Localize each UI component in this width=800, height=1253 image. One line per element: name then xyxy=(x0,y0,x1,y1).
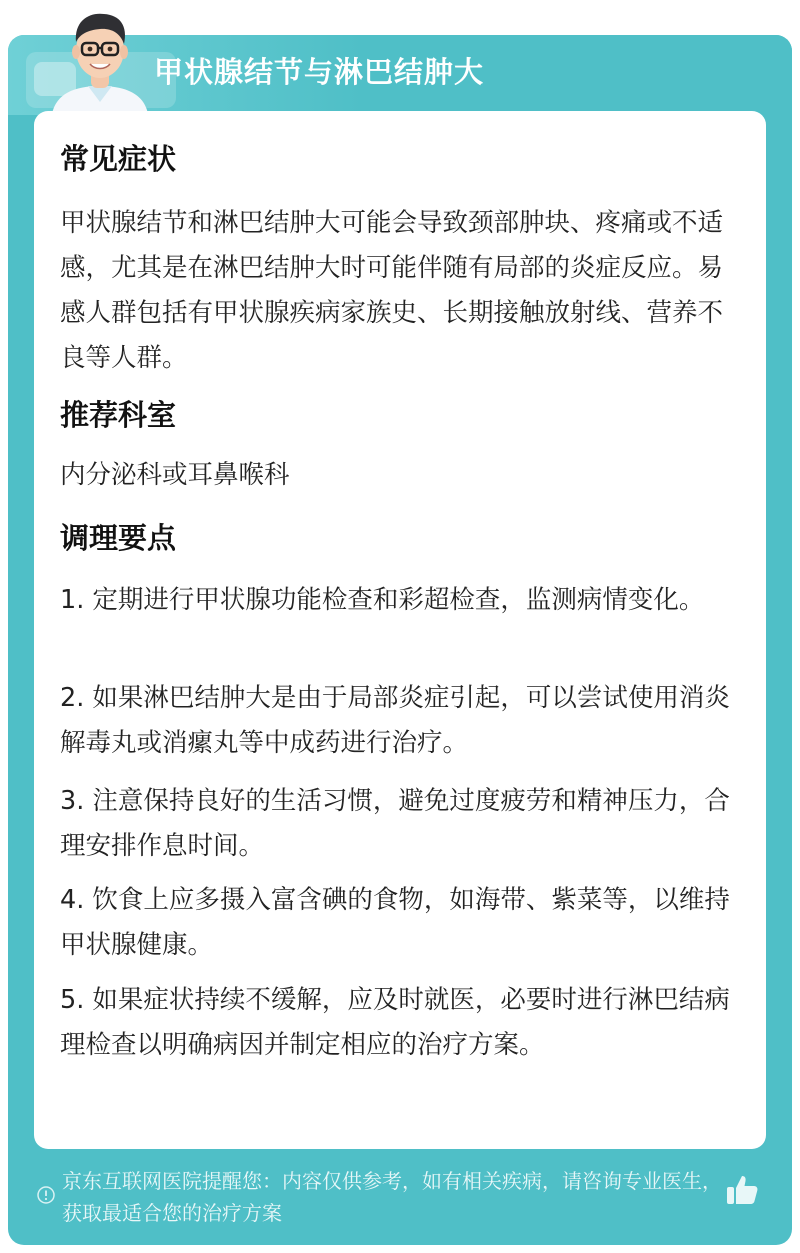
department-heading: 推荐科室 xyxy=(60,398,177,432)
thumbs-up-icon[interactable] xyxy=(724,1172,760,1208)
page-title: 甲状腺结节与淋巴结肿大 xyxy=(154,55,485,89)
symptoms-heading: 常见症状 xyxy=(60,142,177,176)
care-item: 5. 如果症状持续不缓解，应及时就医，必要时进行淋巴结病理检查以明确病因并制定相应的治疗方案。 xyxy=(60,985,730,1060)
symptoms-text: 甲状腺结节和淋巴结肿大可能会导致颈部肿块、疼痛或不适感，尤其是在淋巴结肿大时可能伴随有局部的炎症反应。易感人群包括有甲状腺疾病家族史、长期接触放射线、营养不良等人群。 xyxy=(60,208,724,373)
care-item: 3. 注意保持良好的生活习惯，避免过度疲劳和精神压力，合理安排作息时间。 xyxy=(60,786,730,861)
content-card xyxy=(34,111,766,1149)
disclaimer-text: 京东互联网医院提醒您：内容仅供参考，如有相关疾病，请咨询专业医生，获取最适合您的治疗方案 xyxy=(62,1169,722,1225)
care-heading: 调理要点 xyxy=(60,521,177,555)
care-item: 1. 定期进行甲状腺功能检查和彩超检查，监测病情变化。 xyxy=(60,585,705,615)
care-item: 4. 饮食上应多摄入富含碘的食物，如海带、紫菜等，以维持甲状腺健康。 xyxy=(60,885,730,960)
info-circle-icon xyxy=(36,1185,56,1205)
department-text: 内分泌科或耳鼻喉科 xyxy=(60,460,290,490)
doctor-avatar xyxy=(44,2,156,114)
care-item: 2. 如果淋巴结肿大是由于局部炎症引起，可以尝试使用消炎解毒丸或消瘰丸等中成药进行治疗。 xyxy=(60,683,730,758)
